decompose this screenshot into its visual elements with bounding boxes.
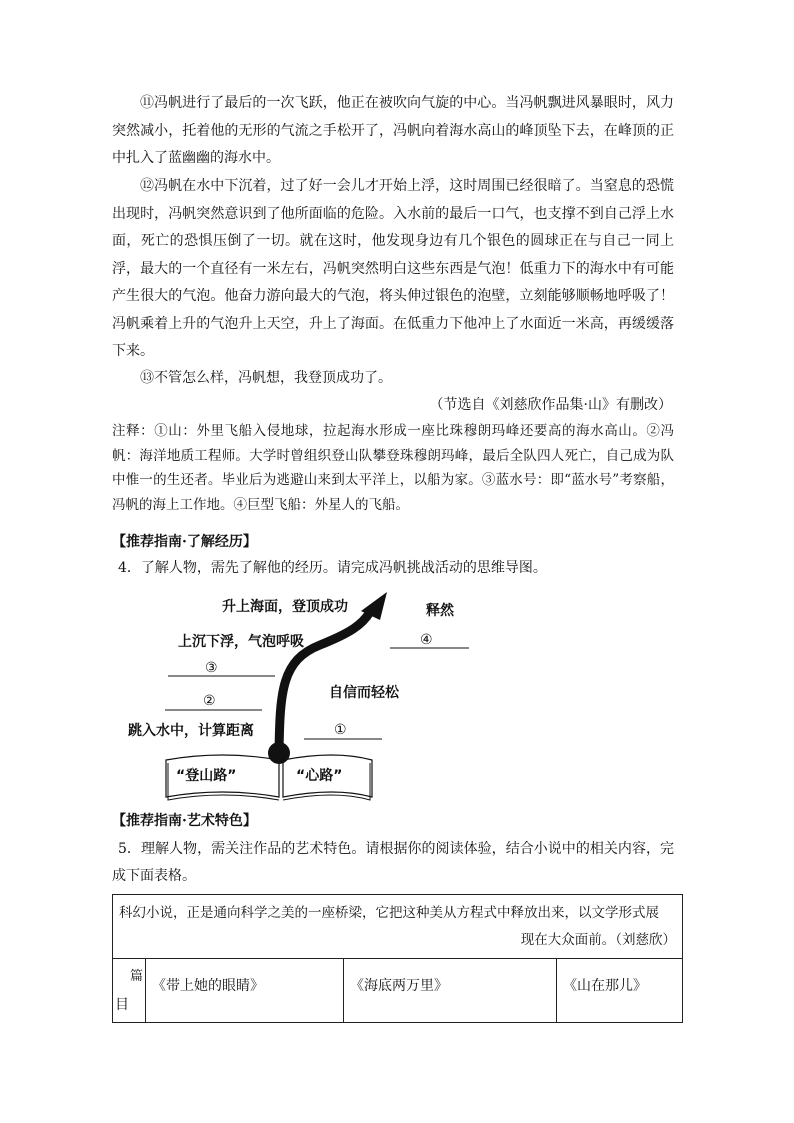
section4-heading: 【推荐指南·了解经历】 xyxy=(112,534,257,550)
quote-line-1: 科幻小说，正是通向科学之美的一座桥梁，它把这种美从方程式中释放出来，以文学形式展 xyxy=(119,904,659,921)
label-relief: 释然 xyxy=(426,603,454,619)
blank-number-4: ④ xyxy=(420,632,433,648)
book-label-heart-road: “心路” xyxy=(296,768,343,784)
blank-number-1: ① xyxy=(334,722,347,738)
question-4: 4．了解人物，需先了解他的经历。请完成冯帆挑战活动的思维导图。 xyxy=(118,560,547,576)
annotation-notes: 注释：①山：外里飞船入侵地球，拉起海水形成一座比珠穆朗玛峰还要高的海水高山。②冯帆：海洋地质工程师。大学时曾组织登山队攀登珠穆朗玛峰，最后全队四人死亡，自己成为队中惟一的生还者。毕业后为逃避山来到太平洋上，以船为家。③蓝水号：即“蓝水号”考察船，冯帆的海上工作地。④巨型飞船：外星人的飞船。 xyxy=(112,423,674,513)
table-works-row xyxy=(113,959,683,1023)
label-confident: 自信而轻松 xyxy=(329,685,399,701)
blank-number-2: ② xyxy=(203,693,216,709)
work-cell-3: 《山在那儿》 xyxy=(557,959,683,1023)
row-header-cell xyxy=(113,959,146,1023)
art-feature-table xyxy=(112,894,683,1023)
row-header-top: 篇 xyxy=(129,968,143,984)
label-jump-water: 跳入水中，计算距离 xyxy=(128,723,254,739)
quote-line-2: 现在大众面前。（刘慈欣） xyxy=(520,931,676,948)
work-cell-1: 《带上她的眼睛》 xyxy=(146,959,344,1023)
table-quote-row xyxy=(113,895,683,959)
row-header-bottom: 目 xyxy=(115,996,129,1013)
section5-heading: 【推荐指南·艺术特色】 xyxy=(112,813,257,829)
label-rise-breath: 上沉下浮，气泡呼吸 xyxy=(178,634,304,650)
book-label-mountain-road: “登山路” xyxy=(176,768,237,784)
paragraph-12: ⑫冯帆在水中下沉着，过了好一会儿才开始上浮，这时周围已经很暗了。当窒息的恐慌出现时，冯帆突然意识到了他所面临的危险。入水前的最后一口气，也支撑不到自己浮上水面，死亡的恐惧压倒了一切。就在这时，他发现身边有几个银色的圆球正在与自己一同上浮，最大的一个直径有一米左右，冯帆突然明白这些东西是气泡！低重力下的海水中有可能产生很大的气泡。他奋力游向最大的气泡，将头伸过银色的泡壁，立刻能够顺畅地呼吸了！冯帆乘着上升的气泡升上天空，升上了海面。在低重力下他冲上了水面近一米高，再缓缓落下来。 xyxy=(112,178,674,359)
source-citation: （节选自《刘慈欣作品集·山》有删改） xyxy=(429,397,672,413)
paragraph-13: ⑬不管怎么样，冯帆想，我登顶成功了。 xyxy=(140,370,392,386)
work-cell-2: 《海底两万里》 xyxy=(344,959,557,1023)
paragraph-11: ⑪冯帆进行了最后的一次飞跃，他正在被吹向气旋的中心。当冯帆飘进风暴眼时，风力突然减小，托着他的无形的气流之手松开了，冯帆向着海水高山的峰顶坠下去，在峰顶的正中扎入了蓝幽幽的海水中。 xyxy=(112,95,674,166)
label-top-success: 升上海面，登顶成功 xyxy=(222,599,348,615)
question-5: 5．理解人物，需关注作品的艺术特色。请根据你的阅读体验，结合小说中的相关内容，完成下面表格。 xyxy=(112,841,674,884)
table-quote-cell xyxy=(113,895,683,959)
blank-number-3: ③ xyxy=(205,660,218,676)
